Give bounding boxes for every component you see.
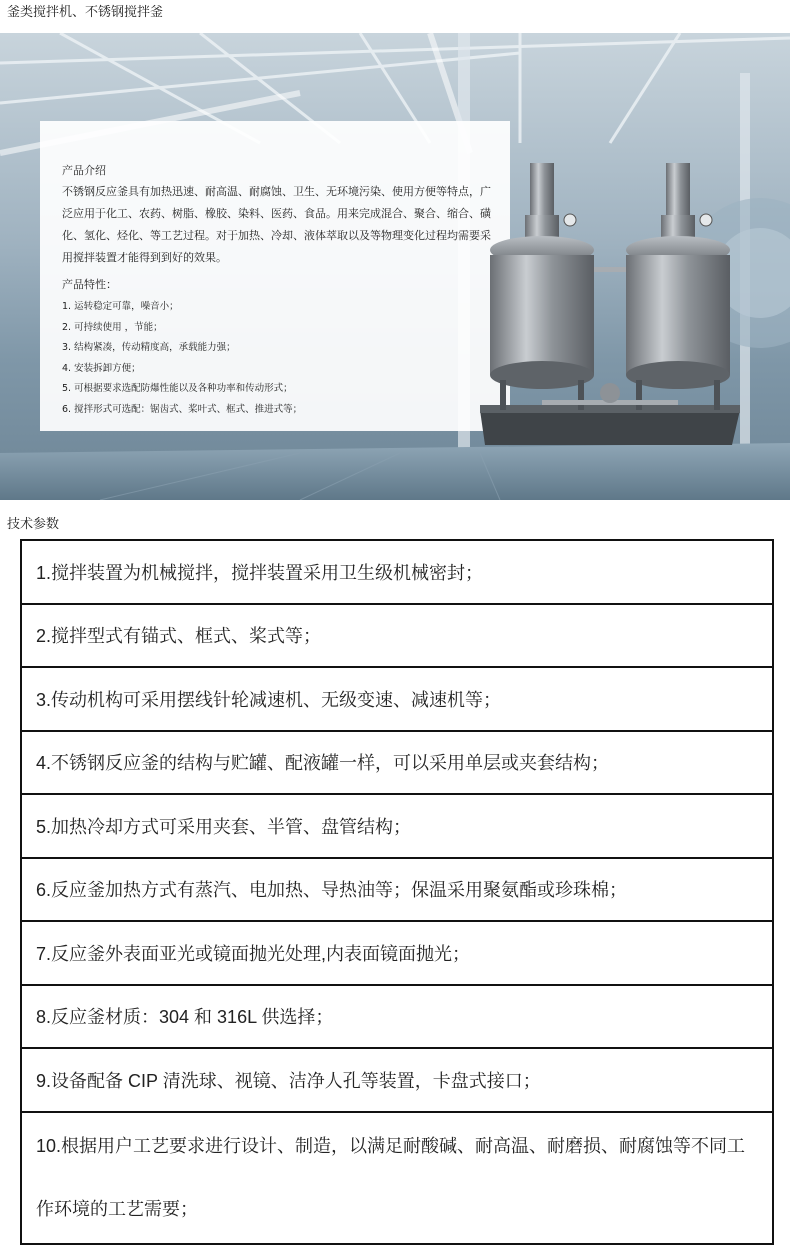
table-row: [21, 985, 773, 1049]
features-list: [62, 297, 302, 420]
page-title: 釜类搅拌机、不锈钢搅拌釜: [7, 5, 164, 20]
table-row: [21, 667, 773, 731]
param-cell: 7.反应釜外表面亚光或镜面抛光处理,内表面镜面抛光；: [21, 921, 773, 985]
reactor-kettle-image: [470, 155, 750, 455]
param-cell: 10.根据用户工艺要求进行设计、制造，以满足耐酸碱、耐高温、耐磨损、耐腐蚀等不同工作环境的工艺需要；: [21, 1112, 773, 1244]
table-row: [21, 540, 773, 604]
intro-heading: 产品介绍: [62, 164, 106, 177]
param-cell: 4.不锈钢反应釜的结构与贮罐、配液罐一样，可以采用单层或夹套结构；: [21, 731, 773, 795]
feature-item: 4. 安装拆卸方便；: [62, 362, 141, 374]
param-cell: 8.反应釜材质：304 和 316L 供选择；: [21, 985, 773, 1049]
feature-item: 6. 搅拌形式可选配：锯齿式、桨叶式、框式、推进式等；: [62, 403, 303, 415]
table-row: [21, 858, 773, 922]
features-heading: 产品特性：: [62, 278, 117, 291]
table-row: [21, 1112, 773, 1244]
table-row: [21, 1048, 773, 1112]
param-cell: 9.设备配备 CIP 清洗球、视镜、洁净人孔等装置，卡盘式接口；: [21, 1048, 773, 1112]
tech-params-title: 技术参数: [7, 517, 60, 532]
param-cell: 2.搅拌型式有锚式、框式、桨式等；: [21, 604, 773, 668]
param-cell: 3.传动机构可采用摆线针轮减速机、无级变速、减速机等；: [21, 667, 773, 731]
table-row: [21, 794, 773, 858]
feature-item: 1. 运转稳定可靠，噪音小；: [62, 301, 179, 312]
table-row: [21, 731, 773, 795]
table-row: [21, 604, 773, 668]
table-row: [21, 921, 773, 985]
feature-item: 5. 可根据要求选配防爆性能以及各种功率和传动形式；: [62, 383, 293, 394]
feature-item: 2. 可持续使用 ，节能；: [62, 321, 163, 333]
param-cell: 5.加热冷却方式可采用夹套、半管、盘管结构；: [21, 794, 773, 858]
tech-params-table: [20, 539, 774, 1245]
intro-text: 不锈钢反应釜具有加热迅速、耐高温、耐腐蚀、卫生、无环境污染、使用方便等特点，广泛应用于化工、农药、树脂、橡胶、染料、医药、食品。用来完成混合、聚合、缩合、磺化、氢化、烃化、等工艺过程。对于加热、冷却、液体萃取以及等物理变化过程均需要采用搅拌装置才能得到到好的效果。: [62, 185, 491, 264]
param-cell: 1.搅拌装置为机械搅拌，搅拌装置采用卫生级机械密封；: [21, 540, 773, 604]
param-cell: 6.反应釜加热方式有蒸汽、电加热、导热油等；保温采用聚氨酯或珍珠棉；: [21, 858, 773, 922]
feature-item: 3. 结构紧凑，传动精度高，承载能力强；: [62, 342, 236, 353]
